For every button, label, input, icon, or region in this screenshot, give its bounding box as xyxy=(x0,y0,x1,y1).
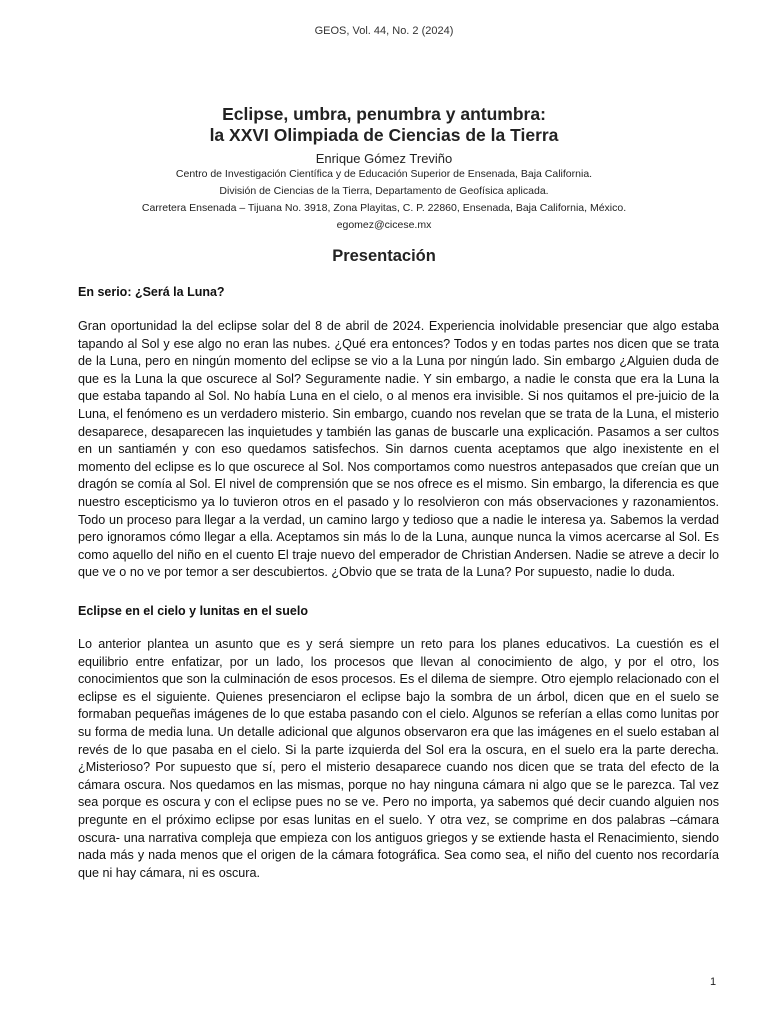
article-title-line-2: la XXVI Olimpiada de Ciencias de la Tierra xyxy=(209,125,559,145)
author-name: Enrique Gómez Treviño xyxy=(315,151,453,166)
affiliation-line: Centro de Investigación Científica y de Educación Superior de Ensenada, Baja California. xyxy=(175,168,593,180)
subsection-heading: En serio: ¿Será la Luna? xyxy=(78,285,225,299)
paragraph: Lo anterior plantea un asunto que es y será siempre un reto para los planes educativos. La cuestión es el equilibrio entre enfatizar, por un lado, los procesos que llevan al conocimiento de algo, y por el otro, los conocimientos que son la culminación de esos procesos. Es el dilema de siempre. Otro ejemplo relacionado con el eclipse es el siguiente. Quienes presenciaron el eclipse bajo la sombra de un árbol, dicen que en el suelo se formaban pequeñas imágenes de lo que estaba pasando con el cielo. Algunos se referían a ellas como lunitas por su forma de media luna. Un detalle adicional que algunos observaron era que las imágenes en el suelo estaban al revés de lo que pasaba en el cielo. Si la parte izquierda del Sol era la oscura, en el suelo era la parte derecha. ¿Misterioso? Por supuesto que sí, pero el misterio desaparece cuando nos dicen que se trata del efecto de la cámara oscura. Nos quedamos en las mismas, porque no hay ninguna cámara ni algo que se le parezca. Tal vez sea porque es oscura y con el eclipse pues no se ve. Pero no importa, ya sabemos qué decir cuando alguien nos pregunte en el próximo eclipse por esas lunitas en el suelo. Y otra vez, se comprime en dos palabras –cámara oscura- una narrativa compleja que empieza con los antiguos griegos y se extiende hasta el Renacimiento, siendo nada más y nada menos que el origen de la cámara fotográfica. Sea como sea, el niño del cuento nos recordaría que ni hay cámara, ni es oscura. xyxy=(78,637,719,880)
section-heading: Presentación xyxy=(332,247,436,265)
subsection-heading: Eclipse en el cielo y lunitas en el suelo xyxy=(78,604,308,618)
affiliation-line: Carretera Ensenada – Tijuana No. 3918, Zona Playitas, C. P. 22860, Ensenada, Baja California, México. xyxy=(141,202,627,214)
title-block xyxy=(0,104,768,234)
paragraph: Gran oportunidad la del eclipse solar del 8 de abril de 2024. Experiencia inolvidable presenciar que algo estaba tapando al Sol y ese algo no eran las nubes. ¿Qué era entonces? Todos y en todas partes nos dicen que se trata de la Luna, pero en ningún momento del eclipse se vio a la Luna por ningún lado. Sin embargo ¿Alguien duda de que es la Luna la que oscurece al Sol? Seguramente nadie. Y sin embargo, a nadie le consta que era la Luna la que estaba tapando al Sol. No había Luna en el cielo, o al menos era invisible. Si nos quitamos el pre-juicio de la Luna, el fenómeno es un verdadero misterio. Sin embargo, cuando nos revelan que se trata de la Luna, el misterio desaparece, desaparecen las inquietudes y también las ganas de buscarle una explicación. Pasamos a ser cultos en un santiamén y con eso quedamos satisfechos. Sin darnos cuenta aceptamos que algo inexistente en el momento del eclipse es lo que oscurece al Sol. Nos comportamos como nuestros antepasados que creían que un dragón se comía al Sol. El nivel de comprensión que se nos ofrece es el mismo. Sin embargo, la diferencia es que nuestro escepticismo ya lo tuvieron otros en el pasado y lo resolvieron con más observaciones y razonamientos. Todo un proceso para llegar a la verdad, un camino largo y tedioso que a nadie le interesa ya. Sabemos la verdad pero ignoramos cómo llegar a ella. Aceptamos sin más lo de la Luna, aunque nunca la vimos acercarse al Sol. Es como aquello del niño en el cuento El traje nuevo del emperador de Christian Andersen. Nadie se atreve a decir lo que ve o no ve por temor a ser descubiertos. ¿Obvio que se trata de la Luna? Por supuesto, nadie lo duda. xyxy=(78,319,719,580)
affiliation-line: División de Ciencias de la Tierra, Departamento de Geofísica aplicada. xyxy=(219,185,549,197)
page-number: 1 xyxy=(710,976,717,988)
author-email: egomez@cicese.mx xyxy=(336,219,432,231)
running-head: GEOS, Vol. 44, No. 2 (2024) xyxy=(314,25,454,37)
article-title-line-1: Eclipse, umbra, penumbra y antumbra: xyxy=(222,104,546,124)
